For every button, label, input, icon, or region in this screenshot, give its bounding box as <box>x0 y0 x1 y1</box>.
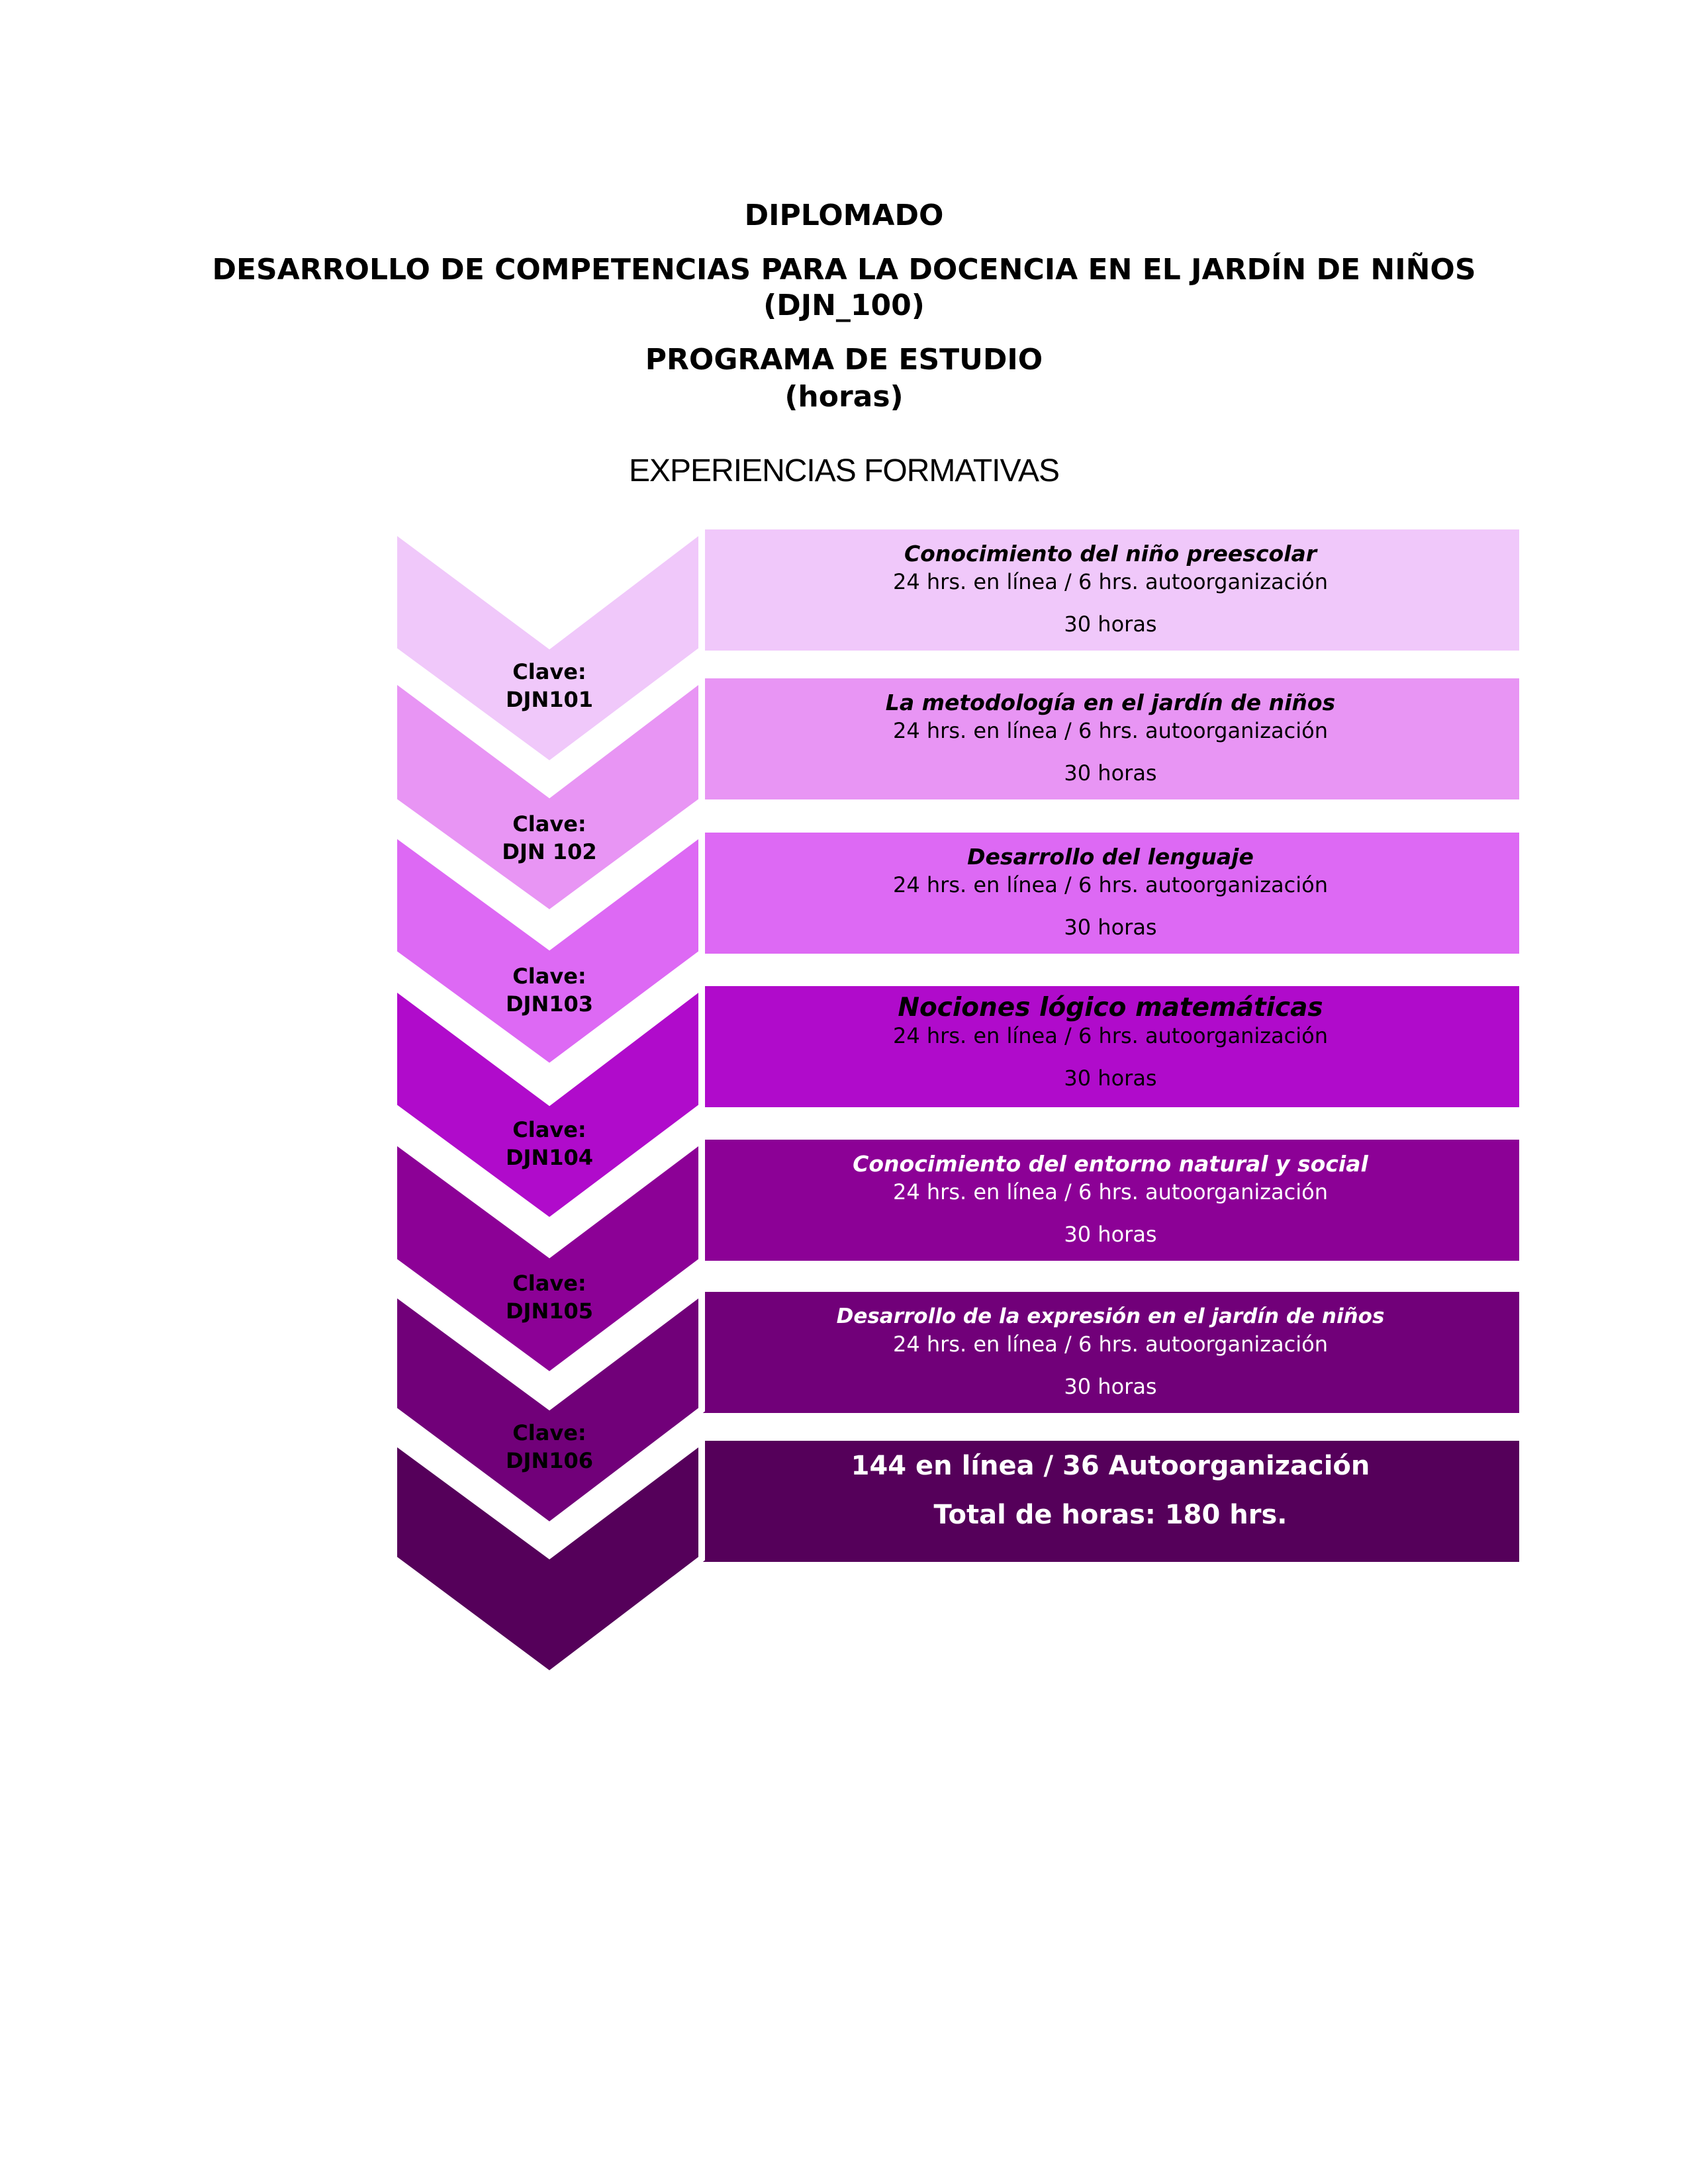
clave-label-5: Clave: DJN105 <box>505 1271 594 1324</box>
module-title: Desarrollo de la expresión en el jardín de niños <box>836 1304 1385 1328</box>
section-subtitle: EXPERIENCIAS FORMATIVAS <box>628 453 1059 488</box>
module-total: 30 horas <box>1064 1066 1157 1091</box>
module-total: 30 horas <box>1064 612 1157 637</box>
clave-label-3: Clave: DJN103 <box>505 964 594 1017</box>
clave-label-1: Clave: DJN101 <box>505 659 594 712</box>
module-hours: 24 hrs. en línea / 6 hrs. autoorganización <box>893 569 1328 594</box>
module-title: Conocimiento del entorno natural y social <box>853 1151 1368 1177</box>
hours-heading: (horas) <box>784 380 904 414</box>
module-hours: 24 hrs. en línea / 6 hrs. autoorganización <box>893 872 1328 897</box>
module-box-1 <box>702 529 1519 651</box>
program-title: DESARROLLO DE COMPETENCIAS PARA LA DOCENCIA EN EL JARDÍN DE NIÑOS <box>212 253 1476 287</box>
module-title: La metodología en el jardín de niños <box>885 690 1336 715</box>
module-hours: 24 hrs. en línea / 6 hrs. autoorganización <box>893 1179 1328 1205</box>
module-title: Desarrollo del lenguaje <box>967 844 1254 870</box>
module-hours: 24 hrs. en línea / 6 hrs. autoorganización <box>893 1332 1328 1357</box>
module-total: 30 horas <box>1064 915 1157 940</box>
module-total: 30 horas <box>1064 1374 1157 1399</box>
module-box-6 <box>702 1292 1519 1413</box>
module-box-4 <box>702 986 1519 1107</box>
module-total: 30 horas <box>1064 760 1157 786</box>
clave-label-6: Clave: DJN106 <box>505 1420 594 1473</box>
module-hours: 24 hrs. en línea / 6 hrs. autoorganización <box>893 1023 1328 1048</box>
module-title: Nociones lógico matemáticas <box>898 993 1323 1023</box>
module-box-2 <box>702 678 1519 799</box>
summary-total-hours: Total de horas: 180 hrs. <box>933 1500 1288 1530</box>
program-code: (DJN_100) <box>763 289 925 322</box>
clave-label-2: Clave: DJN 102 <box>502 811 597 864</box>
doc-type-heading: DIPLOMADO <box>744 199 944 232</box>
summary-hours-split: 144 en línea / 36 Autoorganización <box>851 1451 1370 1481</box>
clave-label-4: Clave: DJN104 <box>505 1117 594 1170</box>
module-total: 30 horas <box>1064 1222 1157 1247</box>
module-box-5 <box>702 1140 1519 1261</box>
study-program-heading: PROGRAMA DE ESTUDIO <box>645 343 1043 377</box>
module-box-3 <box>702 833 1519 954</box>
module-hours: 24 hrs. en línea / 6 hrs. autoorganización <box>893 718 1328 743</box>
module-title: Conocimiento del niño preescolar <box>904 541 1317 567</box>
